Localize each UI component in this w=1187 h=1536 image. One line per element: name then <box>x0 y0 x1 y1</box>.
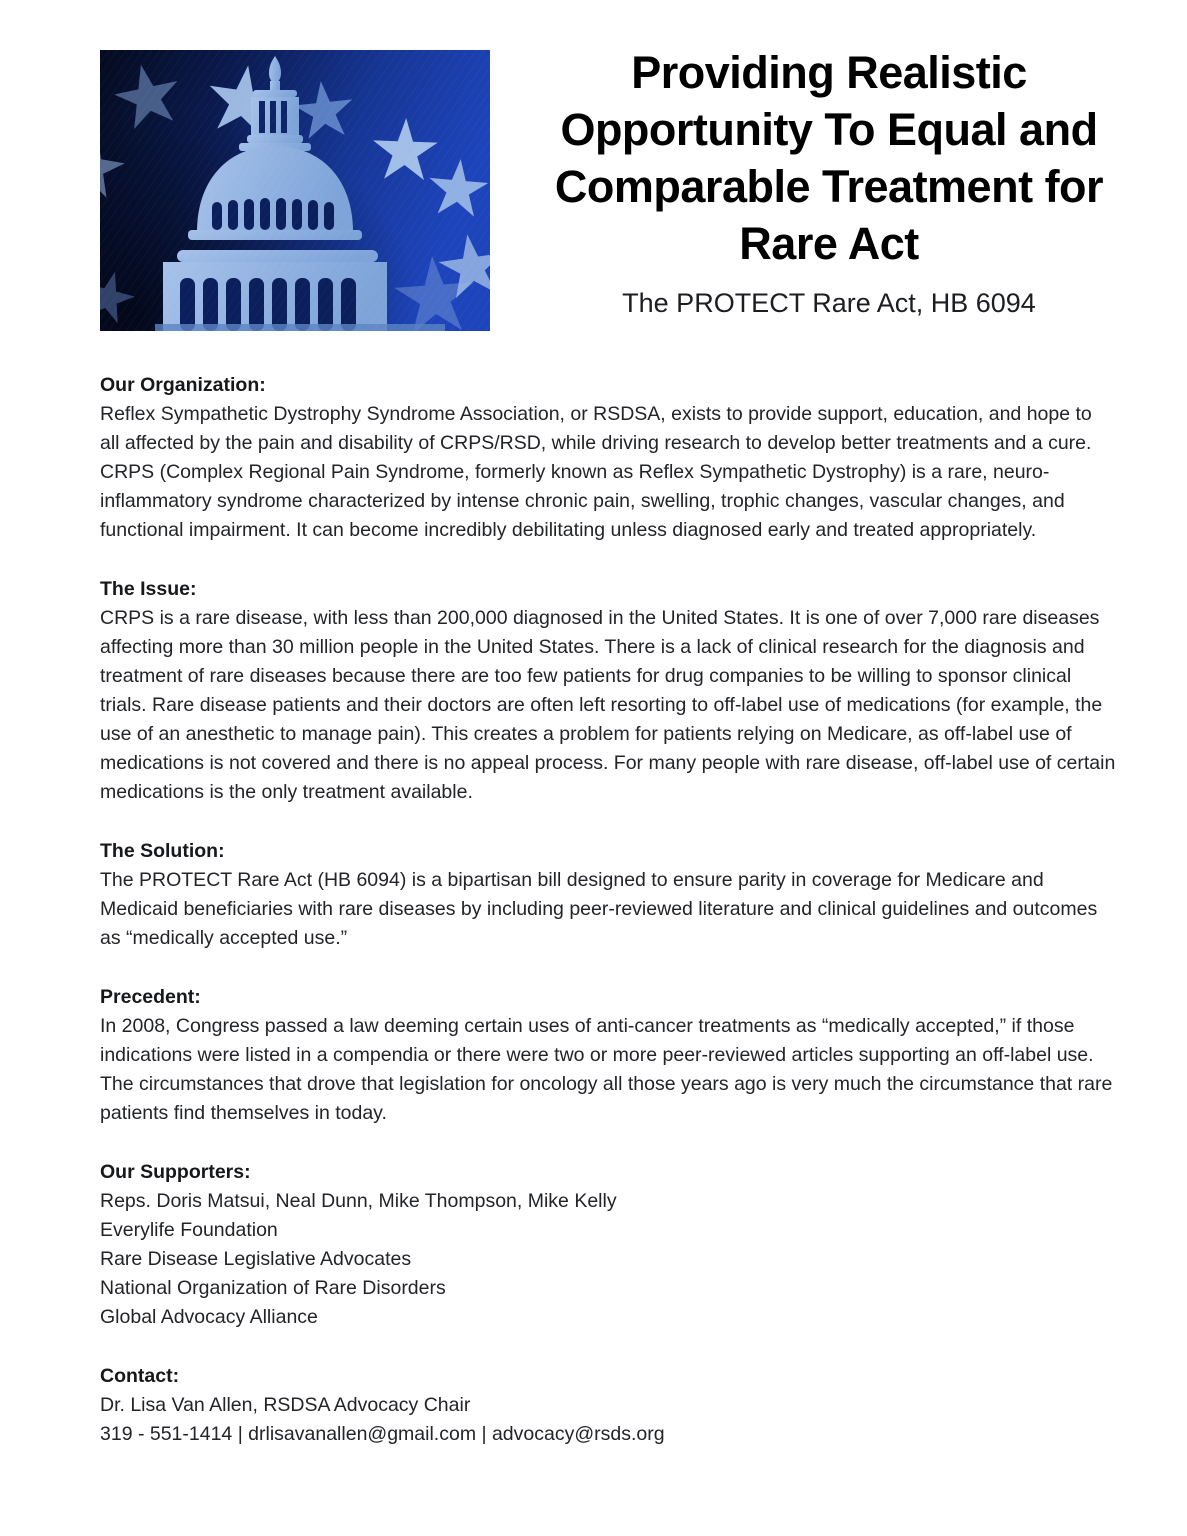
section-heading: Precedent: <box>100 986 201 1008</box>
section-contact <box>100 1362 1116 1449</box>
section-paragraph: CRPS is a rare disease, with less than 200,000 diagnosed in the United States. It is one of over 7,000 rare diseases affecting more than 30 million people in the United States. There is a lack of clinical research for the diagnosis and treatment of rare diseases because there are too few patients for drug companies to be willing to sponsor clinical trials. Rare disease patients and their doctors are often left resorting to off-label use of medications (for example, the use of an anesthetic to manage pain). This creates a problem for patients relying on Medicare, as off-label use of medications is not covered and there is no appeal process. For many people with rare disease, off-label use of certain medications is the only treatment available. <box>100 607 1116 803</box>
capitol-stars-image <box>100 50 490 331</box>
section-heading: The Solution: <box>100 840 225 862</box>
supporter-line: Global Advocacy Alliance <box>100 1306 318 1328</box>
supporter-line: National Organization of Rare Disorders <box>100 1277 446 1299</box>
page-title-line: Comparable Treatment for <box>554 161 1104 212</box>
page-title-line: Providing Realistic <box>631 47 1027 98</box>
contact-phone-email-line: 319 - 551-1414 | drlisavanallen@gmail.com | advocacy@rsds.org <box>100 1423 665 1445</box>
document-body <box>100 371 1116 1449</box>
supporter-line: Reps. Doris Matsui, Neal Dunn, Mike Thompson, Mike Kelly <box>100 1190 617 1212</box>
section-paragraph: The PROTECT Rare Act (HB 6094) is a bipartisan bill designed to ensure parity in coverage for Medicare and Medicaid beneficiaries with rare diseases by including peer-reviewed literature and clinical guidelines and outcomes as “medically accepted use.” <box>100 869 1098 949</box>
section-the-solution <box>100 837 1116 953</box>
page-title-line: Rare Act <box>739 218 919 269</box>
page-title-line: Opportunity To Equal and <box>560 104 1098 155</box>
section-our-organization <box>100 371 1116 545</box>
section-paragraph: Reflex Sympathetic Dystrophy Syndrome Association, or RSDSA, exists to provide support, education, and hope to all affected by the pain and disability of CRPS/RSD, while driving research to develop better treatments and a cure. CRPS (Complex Regional Pain Syndrome, formerly known as Reflex Sympathetic Dystrophy) is a rare, neuro-inflammatory syndrome characterized by intense chronic pain, swelling, trophic changes, vascular changes, and functional impairment. It can become incredibly debilitating unless diagnosed early and treated appropriately. <box>100 403 1092 541</box>
section-heading: The Issue: <box>100 578 197 600</box>
section-paragraph: In 2008, Congress passed a law deeming certain uses of anti-cancer treatments as “medically accepted,” if those indications were listed in a compendia or there were two or more peer-reviewed articles supporting an off-label use. The circumstances that drove that legislation for oncology all those years ago is very much the circumstance that rare patients find themselves in today. <box>100 1015 1113 1124</box>
section-heading: Contact: <box>100 1365 180 1387</box>
section-heading: Our Organization: <box>100 374 266 396</box>
section-our-supporters <box>100 1158 1116 1332</box>
contact-name-line: Dr. Lisa Van Allen, RSDSA Advocacy Chair <box>100 1394 471 1416</box>
section-heading: Our Supporters: <box>100 1161 251 1183</box>
section-the-issue <box>100 575 1116 807</box>
supporter-line: Rare Disease Legislative Advocates <box>100 1248 412 1270</box>
title-block <box>518 44 1140 319</box>
supporter-line: Everylife Foundation <box>100 1219 278 1241</box>
capitol-illustration <box>100 50 490 331</box>
section-precedent <box>100 983 1116 1128</box>
page-subtitle: The PROTECT Rare Act, HB 6094 <box>622 288 1036 318</box>
